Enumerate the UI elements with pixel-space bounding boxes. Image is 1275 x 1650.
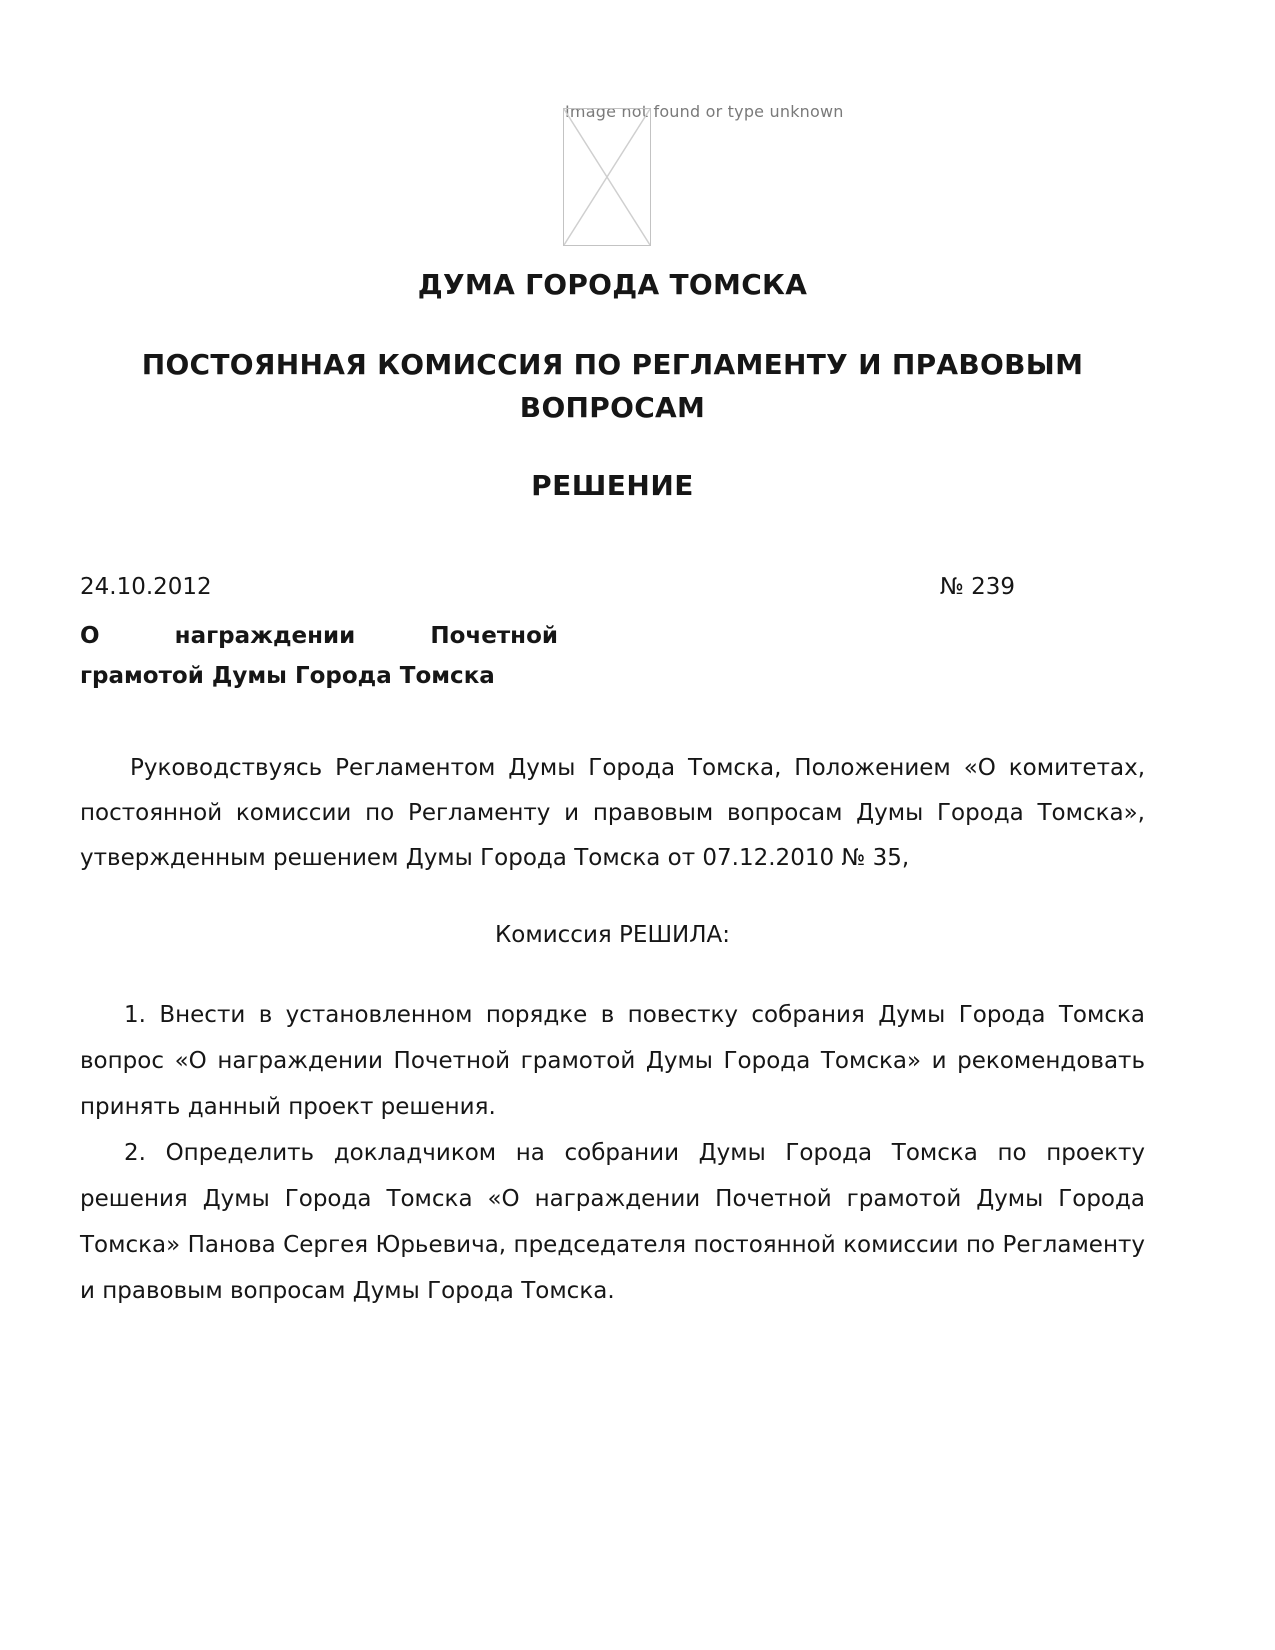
broken-image-alt-text: Image not found or type unknown xyxy=(565,102,844,121)
broken-image-x-icon xyxy=(564,109,650,245)
doc-date: 24.10.2012 xyxy=(80,574,212,600)
meta-row xyxy=(80,574,1145,600)
broken-image-placeholder xyxy=(563,100,1145,248)
commission-title: ПОСТОЯННАЯ КОМИССИЯ ПО РЕГЛАМЕНТУ И ПРАВОВЫМ ВОПРОСАМ xyxy=(141,348,1084,424)
broken-image-frame xyxy=(563,108,651,246)
org-title: ДУМА ГОРОДА ТОМСКА xyxy=(417,268,808,301)
doc-subject-line2: грамотой Думы Города Томска xyxy=(80,663,495,689)
resolution-item-1: 1. Внести в установленном порядке в повестку собрания Думы Города Томска вопрос «О награждении Почетной грамотой Думы Города Томска» и рекомендовать принять данный проект решения. xyxy=(80,1002,1145,1120)
resolution-item-2: 2. Определить докладчиком на собрании Думы Города Томска по проекту решения Думы Города Томска «О награждении Почетной грамотой Думы Города Томска» Панова Сергея Юрьевича, председателя постоянной комиссии по Регламенту и правовым вопросам Думы Города Томска. xyxy=(80,1140,1145,1304)
doc-subject-line1: О награждении Почетной xyxy=(80,623,558,649)
doc-type-title: РЕШЕНИЕ xyxy=(531,469,694,502)
doc-subject xyxy=(80,616,558,696)
preamble-paragraph: Руководствуясь Регламентом Думы Города Томска, Положением «О комитетах, постоянной комиссии по Регламенту и правовым вопросам Думы Города Томска», утвержденным решением Думы Города Томска от 07.12.2010 № 35, xyxy=(80,755,1145,871)
doc-number: № 239 xyxy=(939,574,1015,600)
resolution-heading: Комиссия РЕШИЛА: xyxy=(494,922,731,948)
